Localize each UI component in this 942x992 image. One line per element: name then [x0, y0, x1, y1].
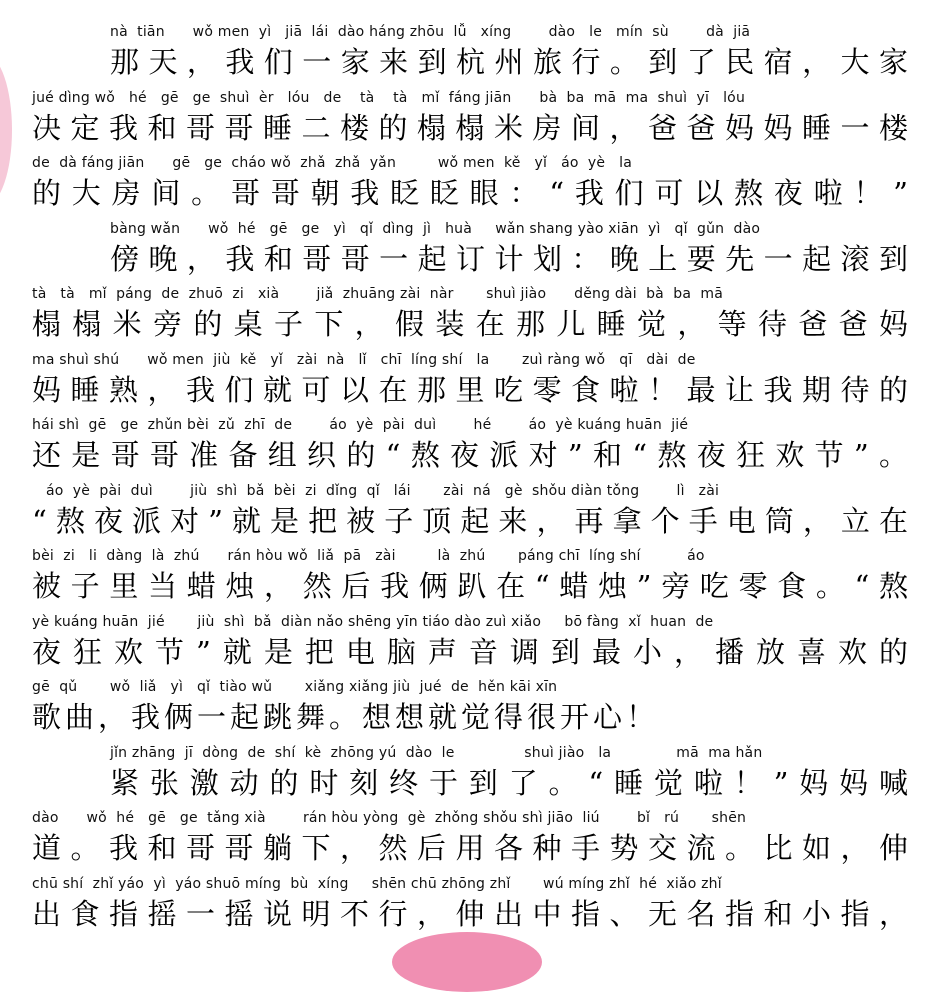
hanzi-row: 的大房间。哥哥朝我眨眨眼：“我们可以熬夜啦！”	[32, 176, 908, 210]
hanzi-row: 夜狂欢节”就是把电脑声音调到最小，播放喜欢的	[32, 634, 908, 669]
text-line	[32, 88, 908, 154]
text-line	[32, 153, 908, 219]
pinyin-row: nà tiān wǒ men yì jiā lái dào háng zhōu lǚ xíng dào le mín sù dà jiā	[110, 24, 751, 40]
text-line	[32, 415, 908, 481]
pinyin-row: yè kuáng huān jié jiù shì bǎ diàn nǎo shēng yīn tiáo dào zuì xiǎo bō fàng xǐ huan de	[32, 613, 714, 630]
hanzi-row: 紧张激动的时刻终于到了。“睡觉啦！”妈妈喊	[110, 765, 908, 800]
pinyin-row: bàng wǎn wǒ hé gē ge yì qǐ dìng jì huà wǎn shang yào xiān yì qǐ gǔn dào	[110, 220, 761, 237]
pinyin-row: chū shí zhǐ yáo yì yáo shuō míng bù xíng shēn chū zhōng zhǐ wú míng zhǐ hé xiǎo zhǐ	[32, 875, 722, 892]
text-line	[32, 808, 908, 874]
text-line	[32, 677, 908, 743]
hanzi-row: 被子里当蜡烛，然后我俩趴在“蜡烛”旁吃零食。“熬	[32, 569, 908, 603]
decorative-pink-shape-bottom	[392, 932, 542, 992]
hanzi-row: 妈睡熟，我们就可以在那里吃零食啦！最让我期待的	[32, 372, 908, 407]
pinyin-row: tà tà mǐ páng de zhuō zi xià jiǎ zhuāng zài nàr shuì jiào děng dài bà ba mā	[32, 286, 724, 302]
hanzi-row: 出食指摇一摇说明不行，伸出中指、无名指和小指，	[32, 896, 908, 931]
text-line	[32, 219, 908, 285]
text-line	[32, 284, 908, 350]
hanzi-row: 道。我和哥哥躺下，然后用各种手势交流。比如，伸	[32, 831, 908, 865]
pinyin-row: de dà fáng jiān gē ge cháo wǒ zhǎ zhǎ yǎn wǒ men kě yǐ áo yè la	[32, 155, 633, 171]
pinyin-row: hái shì gē ge zhǔn bèi zǔ zhī de áo yè pài duì hé áo yè kuáng huān jié	[32, 417, 689, 433]
pinyin-row: áo yè pài duì jiù shì bǎ bèi zi dǐng qǐ lái zài ná gè shǒu diàn tǒng lì zài	[32, 482, 720, 499]
story-text	[32, 22, 908, 939]
decorative-pink-shape-left	[0, 55, 12, 205]
hanzi-row: 决定我和哥哥睡二楼的榻榻米房间，爸爸妈妈睡一楼	[32, 110, 908, 145]
pinyin-row: ma shuì shú wǒ men jiù kě yǐ zài nà lǐ chī líng shí la zuì ràng wǒ qī dài de	[32, 351, 696, 368]
text-line	[32, 612, 908, 678]
text-line	[32, 481, 908, 547]
text-line	[32, 743, 908, 809]
pinyin-row: gē qǔ wǒ liǎ yì qǐ tiào wǔ xiǎng xiǎng jiù jué de hěn kāi xīn	[32, 679, 558, 695]
hanzi-row: “熬夜派对”就是把被子顶起来，再拿个手电筒，立在	[32, 503, 908, 538]
hanzi-row: 那天，我们一家来到杭州旅行。到了民宿，大家	[110, 45, 908, 79]
hanzi-row: 歌曲，我俩一起跳舞。想想就觉得很开心！	[32, 700, 660, 734]
pinyin-row: dào wǒ hé gē ge tǎng xià rán hòu yòng gè zhǒng shǒu shì jiāo liú bǐ rú shēn	[32, 810, 747, 826]
text-line	[32, 350, 908, 416]
text-line	[32, 874, 908, 940]
text-line	[32, 546, 908, 612]
hanzi-row: 还是哥哥准备组织的“熬夜派对”和“熬夜狂欢节”。	[32, 438, 908, 472]
hanzi-row: 傍晚，我和哥哥一起订计划：晚上要先一起滚到	[110, 241, 908, 276]
pinyin-row: bèi zi li dàng là zhú rán hòu wǒ liǎ pā zài là zhú páng chī líng shí áo	[32, 548, 705, 564]
pinyin-row: jǐn zhāng jī dòng de shí kè zhōng yú dào le shuì jiào la mā ma hǎn	[110, 744, 763, 761]
pinyin-row: jué dìng wǒ hé gē ge shuì èr lóu de tà tà mǐ fáng jiān bà ba mā ma shuì yī lóu	[32, 89, 746, 106]
text-line	[32, 22, 908, 88]
hanzi-row: 榻榻米旁的桌子下，假装在那儿睡觉，等待爸爸妈	[32, 307, 908, 341]
